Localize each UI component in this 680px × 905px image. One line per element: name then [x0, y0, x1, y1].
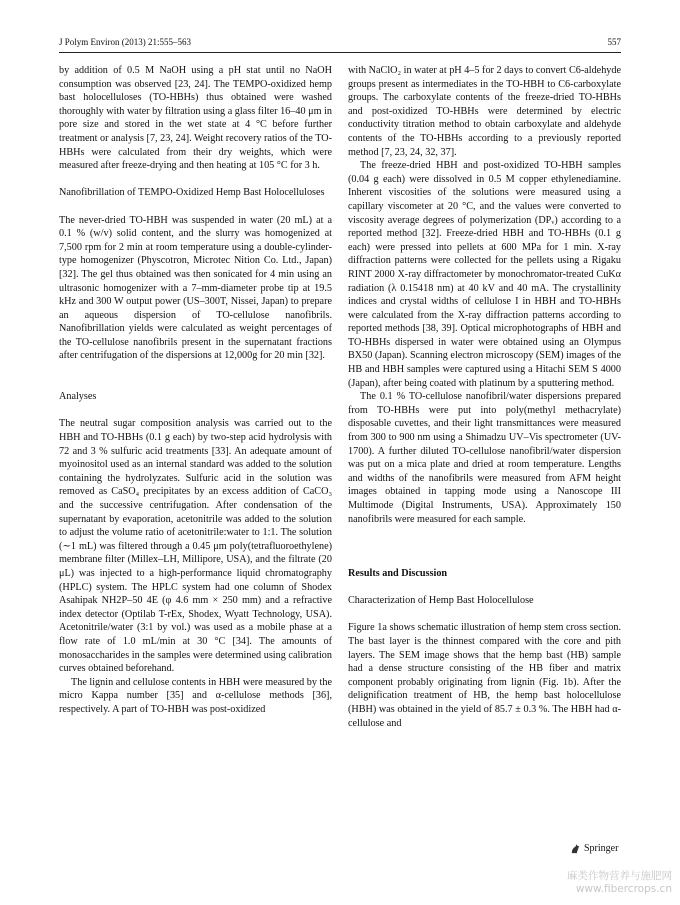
- left-column: [59, 64, 332, 717]
- body-paragraph: with NaClO₂ in water at pH 4–5 for 2 days to convert C6-aldehyde groups present as intermediates in the TO-HBH to C6-carboxylate groups. The carboxylate contents of the freeze-dried TO-HBHs and post-oxidized TO-HBHs were determined by electric conductivity titration method to obtain carboxylate and aldehyde contents of the TO-HBHs according to a previously reported method [7, 23, 24, 32, 37].: [348, 65, 621, 158]
- section-heading: Results and Discussion: [348, 567, 448, 579]
- spacer: [59, 404, 332, 418]
- section-heading: Characterization of Hemp Bast Holocellulose: [348, 595, 534, 607]
- site-watermark: [567, 870, 672, 896]
- spacer: [348, 553, 621, 567]
- body-paragraph: by addition of 0.5 M NaOH using a pH stat until no NaOH consumption was observed [23, 24]. The TEMPO-oxidized hemp bast holocelluloses (TO-HBHs) thus obtained were washed thoroughly with water by filtration using a glass filter 16–40 μm in pore size and stored in the wet state at 4 °C before further treatment or analysis [7, 23, 24]. Weight recovery ratios of the TO-HBHs were calculated from their dry weights, which were measured after freeze-drying and then heating at 105 °C for 3 h.: [59, 65, 332, 172]
- springer-logo: [570, 843, 618, 854]
- body-paragraph: The lignin and cellulose contents in HBH were measured by the micro Kappa number [35] and α-cellulose methods [36], respectively. A part of TO-HBH was post-oxidized: [59, 676, 332, 715]
- page-number: 557: [607, 37, 621, 47]
- body-paragraph: The neutral sugar composition analysis was carried out to the HBH and TO-HBHs (0.1 g each) by two-step acid hydrolysis with 72 and 3 % sulfuric acid treatments [33]. An adequate amount of myoinositol used as an internal standard was added to the solution containing the hydrolyzates. Sulfuric acid in the solution was removed as CaSO₄ precipitates by an excess addition of CaCO₃ and the successive centrifugation. After condensation of the supernatant by evaporation, acetonitrile was added to the solution to adjust the volume ratio of acetonitrile:water to 1:1. The solution (∼1 mL) was filtered through a 0.45 μm poly(tetrafluoroethylene) membrane filter (Millex–LH, Millipore, USA), and the filtrate (20 μL) was injected to a high-performance liquid chromatography (HPLC) system. The HPLC system had one column of Shodex Asahipak NH2P–50 4E (φ 4.6 mm × 250 mm) and a refractive index detector (Optilab T-rEx, Shodex, Wyatt Technology, USA). Acetonitrile/water (3:1 by vol.) was used as a mobile phase at a flow rate of 1.0 mL/min at 30 °C [34]. The amounts of monosaccharides in the samples were determined using calibration curves obtained beforehand.: [59, 418, 332, 675]
- section-heading: Analyses: [59, 391, 97, 403]
- watermark-line-1: 麻类作物营养与施肥网: [567, 870, 672, 882]
- body-paragraph: The 0.1 % TO-cellulose nanofibril/water dispersions prepared from TO-HBHs were put into poly(methyl methacrylate) disposable cuvettes, and their light transmittances were measured from 300 to 900 nm using a Shimadzu UV–Vis spectrometer (UV-1700). A further diluted TO-cellulose nanofibril/water dispersion was put on a mica plate and dried at room temperature. Lengths and widths of the nanofibrils were measured from AFM height images obtained in tapping mode using a Nanoscope III Multimode (Digital Instruments, USA). Approximately 150 nanofibrils were measured for each sample.: [348, 391, 621, 525]
- springer-horse-icon: [570, 843, 581, 854]
- springer-wordmark: Springer: [584, 843, 619, 854]
- journal-citation: J Polym Environ (2013) 21:555–563: [59, 37, 191, 47]
- spacer: [59, 377, 332, 391]
- section-heading: Nanofibrillation of TEMPO-Oxidized Hemp Bast Holocelluloses: [59, 187, 325, 199]
- spacer: [348, 526, 621, 540]
- body-paragraph: The never-dried TO-HBH was suspended in water (20 mL) at a 0.1 % (w/v) solid content, and the slurry was homogenized at 7,500 rpm for 2 min at room temperature using a double-cylinder-type homogenizer (Physcotron, Microtec Nition Co. Ltd., Japan) [32]. The gel thus obtained was then sonicated for 4 min using an ultrasonic homogenizer with a 7–mm-diameter probe tip at 19.5 kHz and 300 W output power (US–300T, Nissei, Japan) to prepare an aqueous dispersion of TO-cellulose nanofibrils. Nanofibrillation yields were calculated as weight percentages of the TO-cellulose nanofibrils present in the supernatant fractions after centrifugation of the dispersions at 12,000g for 20 min [32].: [59, 214, 332, 362]
- header-rule: [59, 52, 621, 53]
- spacer: [59, 363, 332, 377]
- spacer: [59, 173, 332, 187]
- spacer: [348, 540, 621, 554]
- right-column: [348, 64, 621, 730]
- spacer: [59, 200, 332, 214]
- body-paragraph: The freeze-dried HBH and post-oxidized TO-HBH samples (0.04 g each) were dissolved in 0.5 M copper ethylenediamine. Inherent viscosities of the solutions were measured using a capillary viscometer at 20 °C, and the values were converted to viscosity average degrees of polymerization (DPᵥ) according to a reported method [32]. Freeze-dried HBH and TO-HBHs (0.1 g each) were pressed into pellets at 600 MPa for 1 min. X-ray diffraction patterns were collected for the pellets using a Rigaku RINT 2000 X-ray diffractometer by monochromator-treated CuKα radiation (λ 0.15418 nm) at 40 kV and 40 mA. The crystallinity indices and crystal widths of cellulose I in HBH and TO-HBHs were calculated from the X-ray diffraction patterns according to reported methods [38, 39]. Optical microphotographs of HBH and TO-HBHs dispersed in water were obtained using an Olympus BX50 (Japan). Scanning electron microscopy (SEM) images of the HB and HBH samples were captured using a Hitachi SEM S 4000 (Japan), after being coated with platinum by a sputtering method.: [348, 160, 622, 389]
- watermark-line-2: www.fibercrops.cn: [575, 883, 672, 895]
- spacer: [348, 581, 621, 595]
- spacer: [348, 608, 621, 622]
- body-paragraph: Figure 1a shows schematic illustration of hemp stem cross section. The bast layer is the thinnest compared with the core and pith layers. The SEM image shows that the hemp bast (HB) sample had a dense structure consisting of the HB fiber and matrix component probably originating from lignin (Fig. 1b). After the delignification treatment of HB, the hemp bast holocellulose (HBH) was obtained in the yield of 85.7 ± 0.3 %. The HBH had α-cellulose and: [348, 622, 621, 729]
